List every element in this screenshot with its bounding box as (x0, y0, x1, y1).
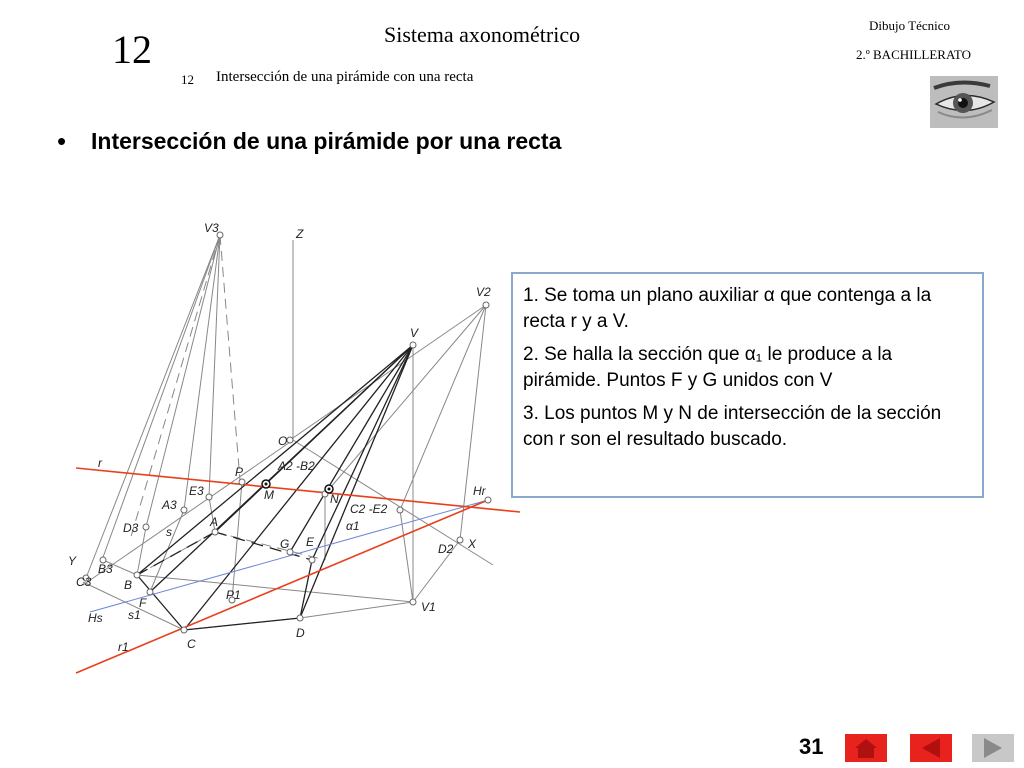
label-C: C (187, 637, 196, 651)
home-icon (845, 734, 887, 762)
label-M: M (264, 488, 274, 502)
unit-number: 12 (112, 27, 152, 72)
label-s1: s1 (128, 608, 141, 622)
label-Hr: Hr (473, 484, 486, 498)
explanation-box (511, 272, 984, 498)
next-button[interactable] (972, 734, 1014, 762)
subsection-number: 12 (181, 72, 194, 87)
label-Z: Z (296, 227, 304, 241)
label-F: F (139, 596, 147, 610)
label-alpha1: α1 (346, 519, 360, 533)
page-number: 31 (799, 734, 824, 759)
label-G: G (280, 537, 290, 551)
label-V1: V1 (421, 600, 436, 614)
label-r: r (98, 456, 102, 470)
label-D: D (296, 626, 305, 640)
step-2: 2. Se halla la sección que α₁ le produce a la pirámide. Puntos F y G unidos con V (523, 344, 893, 391)
step-1: 1. Se toma un plano auxiliar α que contenga a la recta r y a V. (523, 285, 932, 332)
label-V2: V2 (476, 285, 491, 299)
label-P1: P1 (226, 588, 241, 602)
label-s: s (166, 525, 172, 539)
label-V: V (410, 326, 419, 340)
label-B: B (124, 578, 133, 592)
label-D2: D2 (438, 542, 454, 556)
label-C2E2: C2 -E2 (350, 502, 388, 516)
previous-button[interactable] (910, 734, 952, 762)
label-A: A (210, 515, 219, 529)
level-label: 2.º BACHILLERATO (855, 47, 971, 62)
subsection-title: Intersección de una pirámide con una recta (216, 69, 474, 85)
arrow-right-icon (972, 734, 1014, 762)
arrow-left-icon (910, 734, 952, 762)
label-E: E (306, 535, 315, 549)
subject-label: Dibujo Técnico (869, 18, 950, 33)
label-B3: B3 (98, 562, 113, 576)
label-P: P (235, 465, 244, 479)
label-Hs: Hs (88, 611, 103, 625)
label-A2B2: A2 -B2 (278, 459, 315, 473)
label-C3: C3 (76, 575, 92, 589)
unit-title: Sistema axonométrico (384, 22, 581, 47)
label-A3: A3 (162, 498, 177, 512)
label-V3: V3 (204, 221, 219, 235)
label-O: O (278, 434, 288, 448)
slide-heading: Intersección de una pirámide por una recta (91, 128, 562, 154)
label-N: N (330, 492, 339, 506)
step-3: 3. Los puntos M y N de intersección de la sección con r son el resultado buscado. (523, 403, 942, 450)
home-button[interactable] (845, 734, 887, 762)
label-X: X (468, 537, 477, 551)
label-Y: Y (68, 554, 77, 568)
label-r1: r1 (118, 640, 129, 654)
label-E3: E3 (189, 484, 204, 498)
label-D3: D3 (123, 521, 139, 535)
bullet: • (57, 126, 67, 156)
